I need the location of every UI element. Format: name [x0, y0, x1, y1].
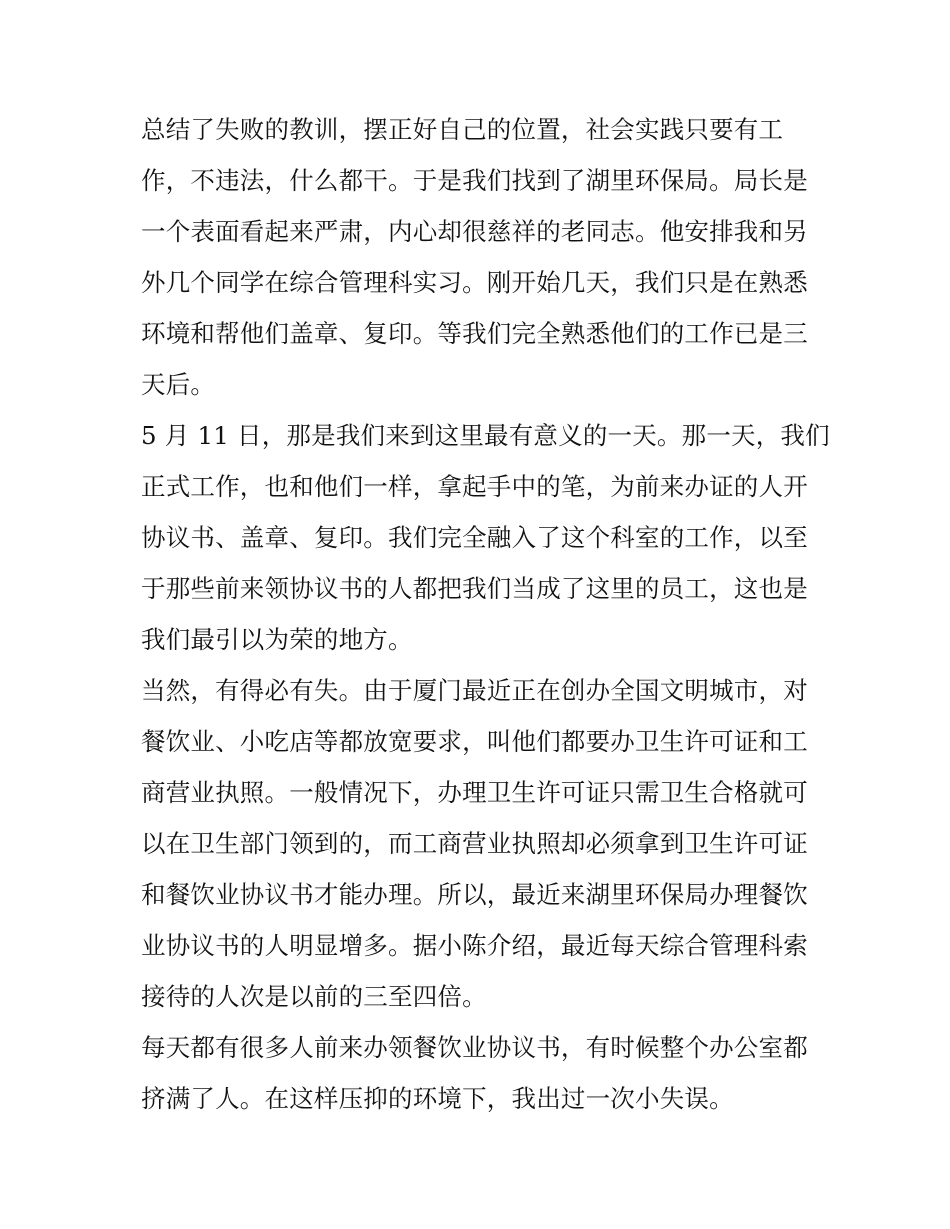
paragraph-2-line-1: 5 月 11 日，那是我们来到这里最有意义的一天。那一天，我们 — [141, 421, 830, 450]
paragraph-1-line-2: 作，不违法，什么都干。于是我们找到了湖里环保局。局长是 — [141, 166, 808, 195]
paragraph-3-line-5: 和餐饮业协议书才能办理。所以，最近来湖里环保局办理餐饮 — [141, 880, 808, 909]
paragraph-3-line-1: 当然，有得必有失。由于厦门最近正在创办全国文明城市，对 — [141, 676, 808, 705]
paragraph-1-line-5: 环境和帮他们盖章、复印。等我们完全熟悉他们的工作已是三 — [141, 319, 808, 348]
paragraph-4-line-2: 挤满了人。在这样压抑的环境下，我出过一次小失误。 — [141, 1084, 734, 1113]
paragraph-2-line-5: 我们最引以为荣的地方。 — [141, 625, 413, 654]
paragraph-3-line-4: 以在卫生部门领到的，而工商营业执照却必须拿到卫生许可证 — [141, 829, 808, 858]
paragraph-1-line-6: 天后。 — [141, 370, 216, 399]
paragraph-4-line-1: 每天都有很多人前来办领餐饮业协议书，有时候整个办公室都 — [141, 1033, 808, 1062]
paragraph-2-line-2: 正式工作，也和他们一样，拿起手中的笔，为前来办证的人开 — [141, 472, 808, 501]
paragraph-1-line-4: 外几个同学在综合管理科实习。刚开始几天，我们只是在熟悉 — [141, 268, 808, 297]
paragraph-2-line-4: 于那些前来领协议书的人都把我们当成了这里的员工，这也是 — [141, 574, 808, 603]
paragraph-3-line-7: 接待的人次是以前的三至四倍。 — [141, 982, 487, 1011]
paragraph-1-line-1: 总结了失败的教训，摆正好自己的位置，社会实践只要有工 — [141, 115, 784, 144]
paragraph-3-line-2: 餐饮业、小吃店等都放宽要求，叫他们都要办卫生许可证和工 — [141, 727, 808, 756]
paragraph-1-line-3: 一个表面看起来严肃，内心却很慈祥的老同志。他安排我和另 — [141, 217, 808, 246]
paragraph-2-line-3: 协议书、盖章、复印。我们完全融入了这个科室的工作，以至 — [141, 523, 808, 552]
paragraph-3-line-3: 商营业执照。一般情况下，办理卫生许可证只需卫生合格就可 — [141, 778, 808, 807]
paragraph-3-line-6: 业协议书的人明显增多。据小陈介绍，最近每天综合管理科索 — [141, 931, 808, 960]
